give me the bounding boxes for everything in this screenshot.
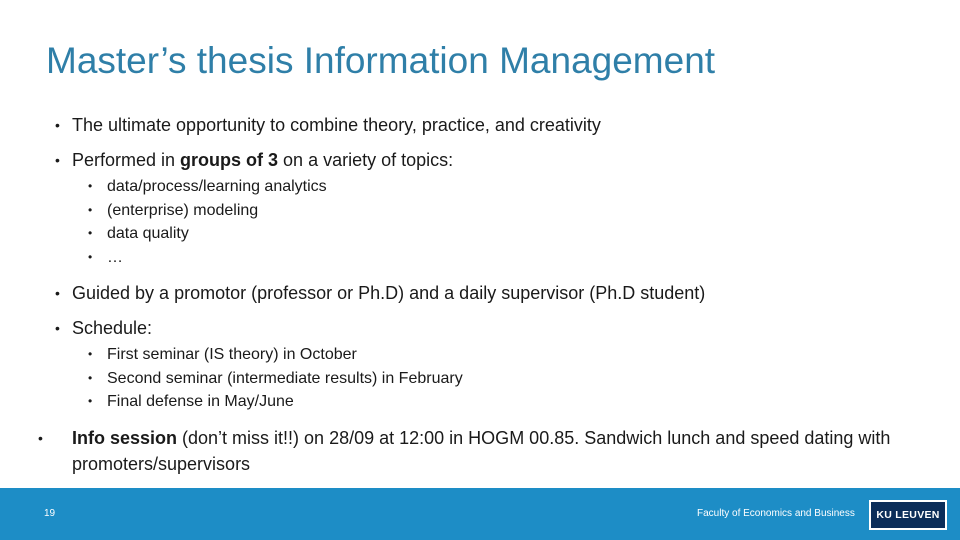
bullet-marker: • [88,347,93,361]
footer-bar [0,488,960,540]
bullet-info-session [38,425,902,477]
bullet-marker: • [55,117,60,133]
bullet-text-bold: groups of 3 [180,150,279,170]
topic-item [88,246,123,270]
bullet-groups [55,148,453,173]
schedule-item [88,390,294,414]
topic-item [88,222,189,246]
bullet-text: Schedule: [72,318,153,338]
topic-text: data quality [107,225,189,242]
bullet-marker: • [88,249,93,264]
schedule-text: Second seminar (intermediate results) in February [107,369,463,387]
bullet-marker: • [55,285,60,301]
bullet-marker: • [88,202,93,217]
logo-text: KU LEUVEN [876,509,940,521]
bullet-marker: • [88,394,93,408]
topic-text: … [107,248,123,266]
page-number: 19 [44,508,56,519]
bullet-text-bold: Info session [72,428,178,448]
faculty-name: Faculty of Economics and Business [697,508,855,519]
bullet-text: Guided by a promotor (professor or Ph.D) and a daily supervisor (Ph.D student) [72,283,706,303]
topic-item [88,175,327,199]
bullet-text: The ultimate opportunity to combine theory, practice, and creativity [72,115,601,135]
schedule-item [88,343,357,367]
bullet-marker: • [55,152,60,168]
ku-leuven-logo [869,500,947,530]
topic-item [88,199,258,223]
slide-title: Master’s thesis Information Management [46,40,716,81]
bullet-marker: • [88,370,93,385]
bullet-schedule [55,316,152,341]
bullet-text-post: (don’t miss it!!) on 28/09 at 12:00 in HOGM 00.85. Sandwich lunch and speed dating with promoters/supervisors [72,428,891,474]
schedule-item [88,367,463,391]
bullet-marker: • [55,320,60,336]
bullet-marker: • [88,226,93,240]
bullet-opportunity [55,113,601,138]
bullet-marker: • [38,430,43,446]
bullet-text-post: on a variety of topics: [278,150,454,170]
bullet-marker: • [88,179,93,193]
topic-text: (enterprise) modeling [107,201,259,219]
schedule-text: Final defense in May/June [107,393,294,410]
topic-text: data/process/learning analytics [107,178,327,195]
schedule-text: First seminar (IS theory) in October [107,346,357,363]
bullet-text-pre: Performed in [72,150,181,170]
bullet-guided [55,281,705,306]
